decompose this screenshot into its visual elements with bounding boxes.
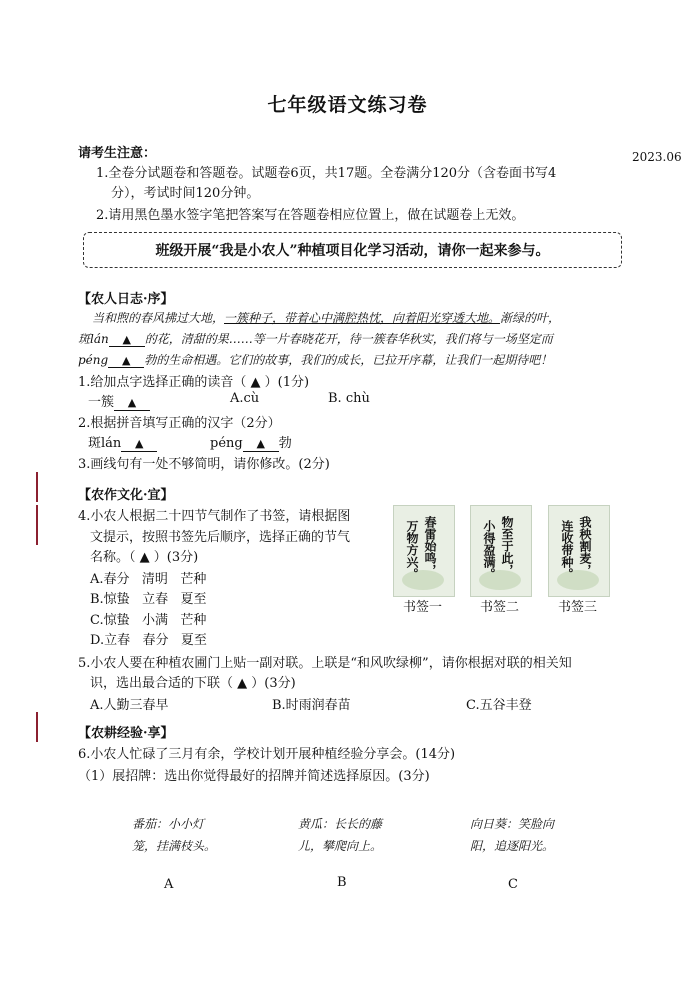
- q4-option-a: A.春分 清明 芒种: [90, 572, 207, 587]
- q4-option-b: B.惊蛰 立春 夏至: [90, 592, 207, 607]
- answer-blank: [109, 332, 145, 347]
- margin-mark: [36, 505, 38, 545]
- bookmark-text-left: 连收带种。: [560, 520, 574, 580]
- sign-b-line-2: 儿，攀爬向上。: [298, 839, 383, 853]
- q1-stem: 1.给加点字选择正确的读音（ ▲ ）(1分): [78, 375, 310, 390]
- pinyin-lan: 斑lán: [78, 332, 109, 346]
- notice-heading: 请考生注意：: [78, 146, 157, 161]
- q2-stem: 2.根据拼音填写正确的汉字（2分）: [78, 416, 281, 431]
- sign-a-line-1: 番茄：小小灯: [132, 817, 205, 831]
- q3-stem: 3.画线句有一处不够简明，请你修改。(2分): [78, 457, 330, 472]
- answer-blank: [121, 436, 157, 452]
- activity-banner: [83, 232, 622, 268]
- bookmark-text-right: 物至于此，: [500, 516, 514, 576]
- banner-text: 班级开展“我是小农人”种植项目化学习活动，请你一起来参与。: [155, 243, 550, 259]
- q2-item-2: [210, 432, 292, 452]
- bookmark-3: [548, 505, 610, 597]
- margin-mark: [36, 472, 38, 502]
- passage-line-1: [92, 309, 560, 326]
- bookmark-2-label: 书签二: [480, 600, 520, 615]
- section-title-1: 【农人日志·序】: [78, 292, 174, 307]
- blank-marker: ▲: [121, 354, 131, 367]
- q5-option-a: A.人勤三春早: [90, 698, 169, 713]
- passage-line-3: [78, 351, 552, 368]
- bookmark-text-left: 小得盈满。: [482, 520, 496, 580]
- bookmark-1-label: 书签一: [403, 600, 443, 615]
- q5-line-2: 识，选出最合适的下联（ ▲ ）(3分): [90, 676, 296, 691]
- q1-target-word: 一簇: [88, 395, 115, 410]
- q2-pinyin: 斑lán: [88, 436, 122, 451]
- q4-line-2: 文提示，按照书签先后顺序，选择正确的节气: [90, 530, 351, 545]
- q2-item-1: [88, 432, 157, 452]
- margin-mark: [36, 712, 38, 742]
- q4-line-3: 名称。（ ▲ ）(3分): [90, 550, 199, 565]
- underlined-sentence: 一簇种子，带着心中满腔热忱，向着阳光穿透大地。: [224, 311, 501, 325]
- bookmark-2: [470, 505, 532, 597]
- q6-sub-1: （1）展招牌：选出你觉得最好的招牌并简述选择原因。(3分): [78, 769, 430, 784]
- notice-item-1: 1.全卷分试题卷和答题卷。试题卷6页，共17题。全卷满分120分（含卷面书写4: [96, 166, 557, 181]
- section-title-2: 【农作文化·宜】: [78, 488, 174, 503]
- pinyin-peng: péng: [78, 353, 109, 367]
- page-title: 七年级语文练习卷: [267, 94, 428, 116]
- passage-text: 当和煦的春风拂过大地，: [92, 311, 225, 325]
- passage-line-2: [78, 330, 553, 347]
- q5-option-c: C.五谷丰登: [466, 698, 532, 713]
- q5-line-1: 5.小农人要在种植农圃门上贴一副对联。上联是“和风吹绿柳”，请你根据对联的相关知: [78, 656, 572, 671]
- notice-item-2: 2.请用黑色墨水签字笔把答案写在答题卷相应位置上，做在试题卷上无效。: [96, 208, 525, 223]
- passage-text: 勃的生命相遇。它们的故事，我们的成长，已拉开序幕，让我们一起期待吧！: [144, 353, 553, 367]
- q4-option-d: D.立春 春分 夏至: [90, 633, 207, 648]
- passage-text: 渐绿的叶，: [500, 311, 561, 325]
- bookmark-3-label: 书签三: [558, 600, 598, 615]
- q4-option-c: C.惊蛰 小满 芒种: [90, 613, 207, 628]
- q4-line-1: 4.小农人根据二十四节气制作了书签，请根据图: [78, 509, 351, 524]
- sign-c-letter: C: [508, 877, 518, 892]
- q6-stem: 6.小农人忙碌了三月有余，学校计划开展种植经验分享会。(14分): [78, 747, 456, 762]
- answer-blank: [114, 395, 150, 411]
- section-title-3: 【农耕经验·享】: [78, 726, 174, 741]
- q2-pinyin: péng: [210, 436, 243, 451]
- sign-c-line-2: 阳，追逐阳光。: [470, 839, 555, 853]
- bookmark-text-right: 我秧割麦，: [578, 516, 592, 576]
- bookmark-text-left: 万物方兴。: [405, 520, 419, 580]
- blank-marker: ▲: [256, 437, 265, 450]
- q5-option-b: B.时雨润春苗: [272, 698, 351, 713]
- sign-b-line-1: 黄瓜：长长的藤: [298, 817, 383, 831]
- q1-option-b: B. chù: [328, 391, 370, 406]
- sign-c-line-1: 向日葵：笑脸向: [470, 817, 555, 831]
- blank-marker: ▲: [122, 333, 131, 346]
- passage-text: 的花，清甜的果……等一片春晓花开，待一簇春华秋实，我们将与一场坚定而: [144, 332, 553, 346]
- q2-tail: 勃: [278, 436, 292, 451]
- answer-blank: [243, 436, 279, 452]
- blank-marker: ▲: [135, 437, 144, 450]
- bookmark-1: [393, 505, 455, 597]
- bookmark-text-right: 春雷始鸣，: [423, 516, 437, 576]
- sign-a-line-2: 笼，挂满枝头。: [132, 839, 217, 853]
- blank-marker: ▲: [127, 396, 137, 409]
- q1-option-a: A.cù: [230, 391, 260, 406]
- sign-a-letter: A: [164, 877, 174, 892]
- exam-date: 2023.06: [632, 150, 682, 164]
- notice-item-1-cont: 分），考试时间120分钟。: [111, 186, 260, 201]
- answer-blank: [108, 353, 144, 368]
- sign-b-letter: B: [337, 875, 347, 890]
- q1-word: [88, 391, 150, 411]
